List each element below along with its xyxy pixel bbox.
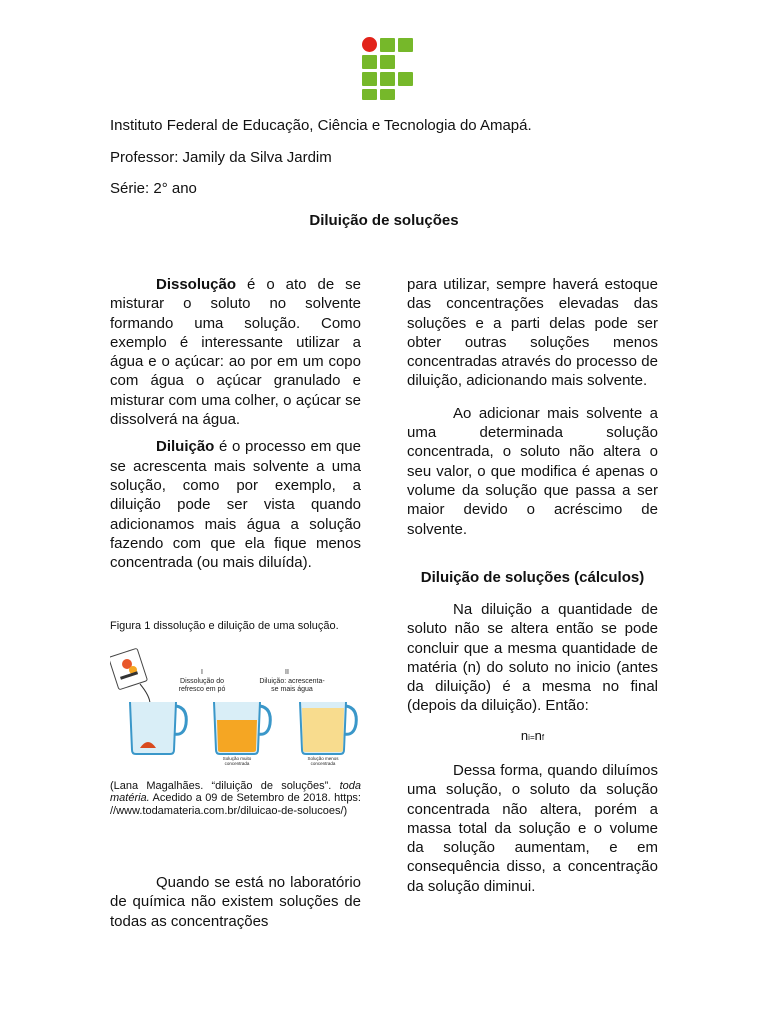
step-2-text-b: se mais água <box>271 686 313 693</box>
serie-label: Série: 2° ano <box>110 180 197 197</box>
step-1-text-a: Dissolução do <box>180 678 224 685</box>
right-column-middle <box>407 600 658 716</box>
citation-access: Acedido a 09 de Setembro de 2018. https: //www.todamateria.com.br/diluicao-de-solucoes/) <box>110 792 361 817</box>
right-column-top <box>407 275 658 539</box>
right-column-bottom <box>407 761 658 896</box>
estoque-paragraph: para utilizar, sempre haverá estoque das concentrações elevadas das soluções e a parti delas pode ser obter outras soluções menos concentradas através do processo de diluição, adicionando mais solvente. <box>407 276 658 390</box>
powder-packet-icon <box>110 648 148 690</box>
diluicao-term: Diluição <box>156 438 215 456</box>
figure-citation <box>110 780 361 817</box>
dilution-formula: ni=nf <box>520 728 545 743</box>
logo-red-circle <box>362 37 377 52</box>
adicionar-paragraph: Ao adicionar mais solvente a uma determinada solução concentrada, o soluto não altera o seu valor, o que modifica é apenas o volume da solução que passa a ser maior devido o acréscimo de solvente. <box>407 404 658 538</box>
dissolucao-text: é o ato de se misturar o soluto no solvente formando uma solução. Como exemplo é interessante utilizar a água e o açúcar: ao por em um copo com água o açúcar granulado e misturar com uma colher, o açúcar se dissolverá na água. <box>110 276 361 429</box>
step-1-text-b: refresco em pó <box>178 686 226 693</box>
citation-source: toda matéria. <box>110 780 361 805</box>
conclusao-paragraph: Dessa forma, quando diluímos uma solução, o soluto da solução concentrada não altera, porém a massa total da solução e o volume da solução aumentam, e em consequência disso, a concentração da solução diminui. <box>407 762 658 895</box>
step-label-2: II <box>285 669 289 676</box>
beaker-2-label-b: concentrada <box>224 761 250 766</box>
laboratorio-paragraph: Quando se está no laboratório de química não existem soluções de todas as concentrações <box>110 874 361 930</box>
left-column-top <box>110 275 361 572</box>
step-2-text-a: Diluição: acrescenta- <box>259 678 325 685</box>
dissolucao-paragraph <box>110 275 361 429</box>
diluicao-paragraph <box>110 437 361 572</box>
institution-logo <box>362 36 416 100</box>
beaker-2-concentrated <box>214 702 270 754</box>
beaker-1 <box>130 702 186 754</box>
beaker-2-label-a: Solução muito <box>222 756 252 761</box>
professor-name: Professor: Jamily da Silva Jardim <box>110 149 332 166</box>
dissolucao-term: Dissolução <box>156 276 237 293</box>
page-title: Diluição de soluções <box>309 212 459 229</box>
pour-arrow <box>140 684 150 704</box>
citation-author: (Lana Magalhães. “diluição de soluções”. <box>110 780 340 792</box>
quantidade-paragraph: Na diluição a quantidade de soluto não se altera então se pode concluir que a mesma quantidade de matéria (n) do soluto no inicio (antes da diluição) é a mesma no final (depois da diluição). Então: <box>407 601 658 715</box>
figure-caption: Figura 1 dissolução e diluição de uma solução. <box>110 620 339 632</box>
section-subtitle: Diluição de soluções (cálculos) <box>420 569 645 586</box>
dilution-figure <box>110 644 364 770</box>
step-label-1: I <box>201 669 203 676</box>
beaker-3-label-a: Solução menos <box>307 756 339 761</box>
beaker-3-diluted <box>300 702 356 754</box>
diluicao-text: é o processo em que se acrescenta mais solvente a uma solução, como por exemplo, a diluição pode ser vista quando adicionamos mais água a solução fazendo com que ela fique menos concentrada (ou mais diluída). <box>110 438 361 572</box>
left-column-bottom <box>110 873 361 931</box>
beaker-3-label-b: concentrada <box>310 761 336 766</box>
institution-name: Instituto Federal de Educação, Ciência e Tecnologia do Amapá. <box>110 117 532 134</box>
